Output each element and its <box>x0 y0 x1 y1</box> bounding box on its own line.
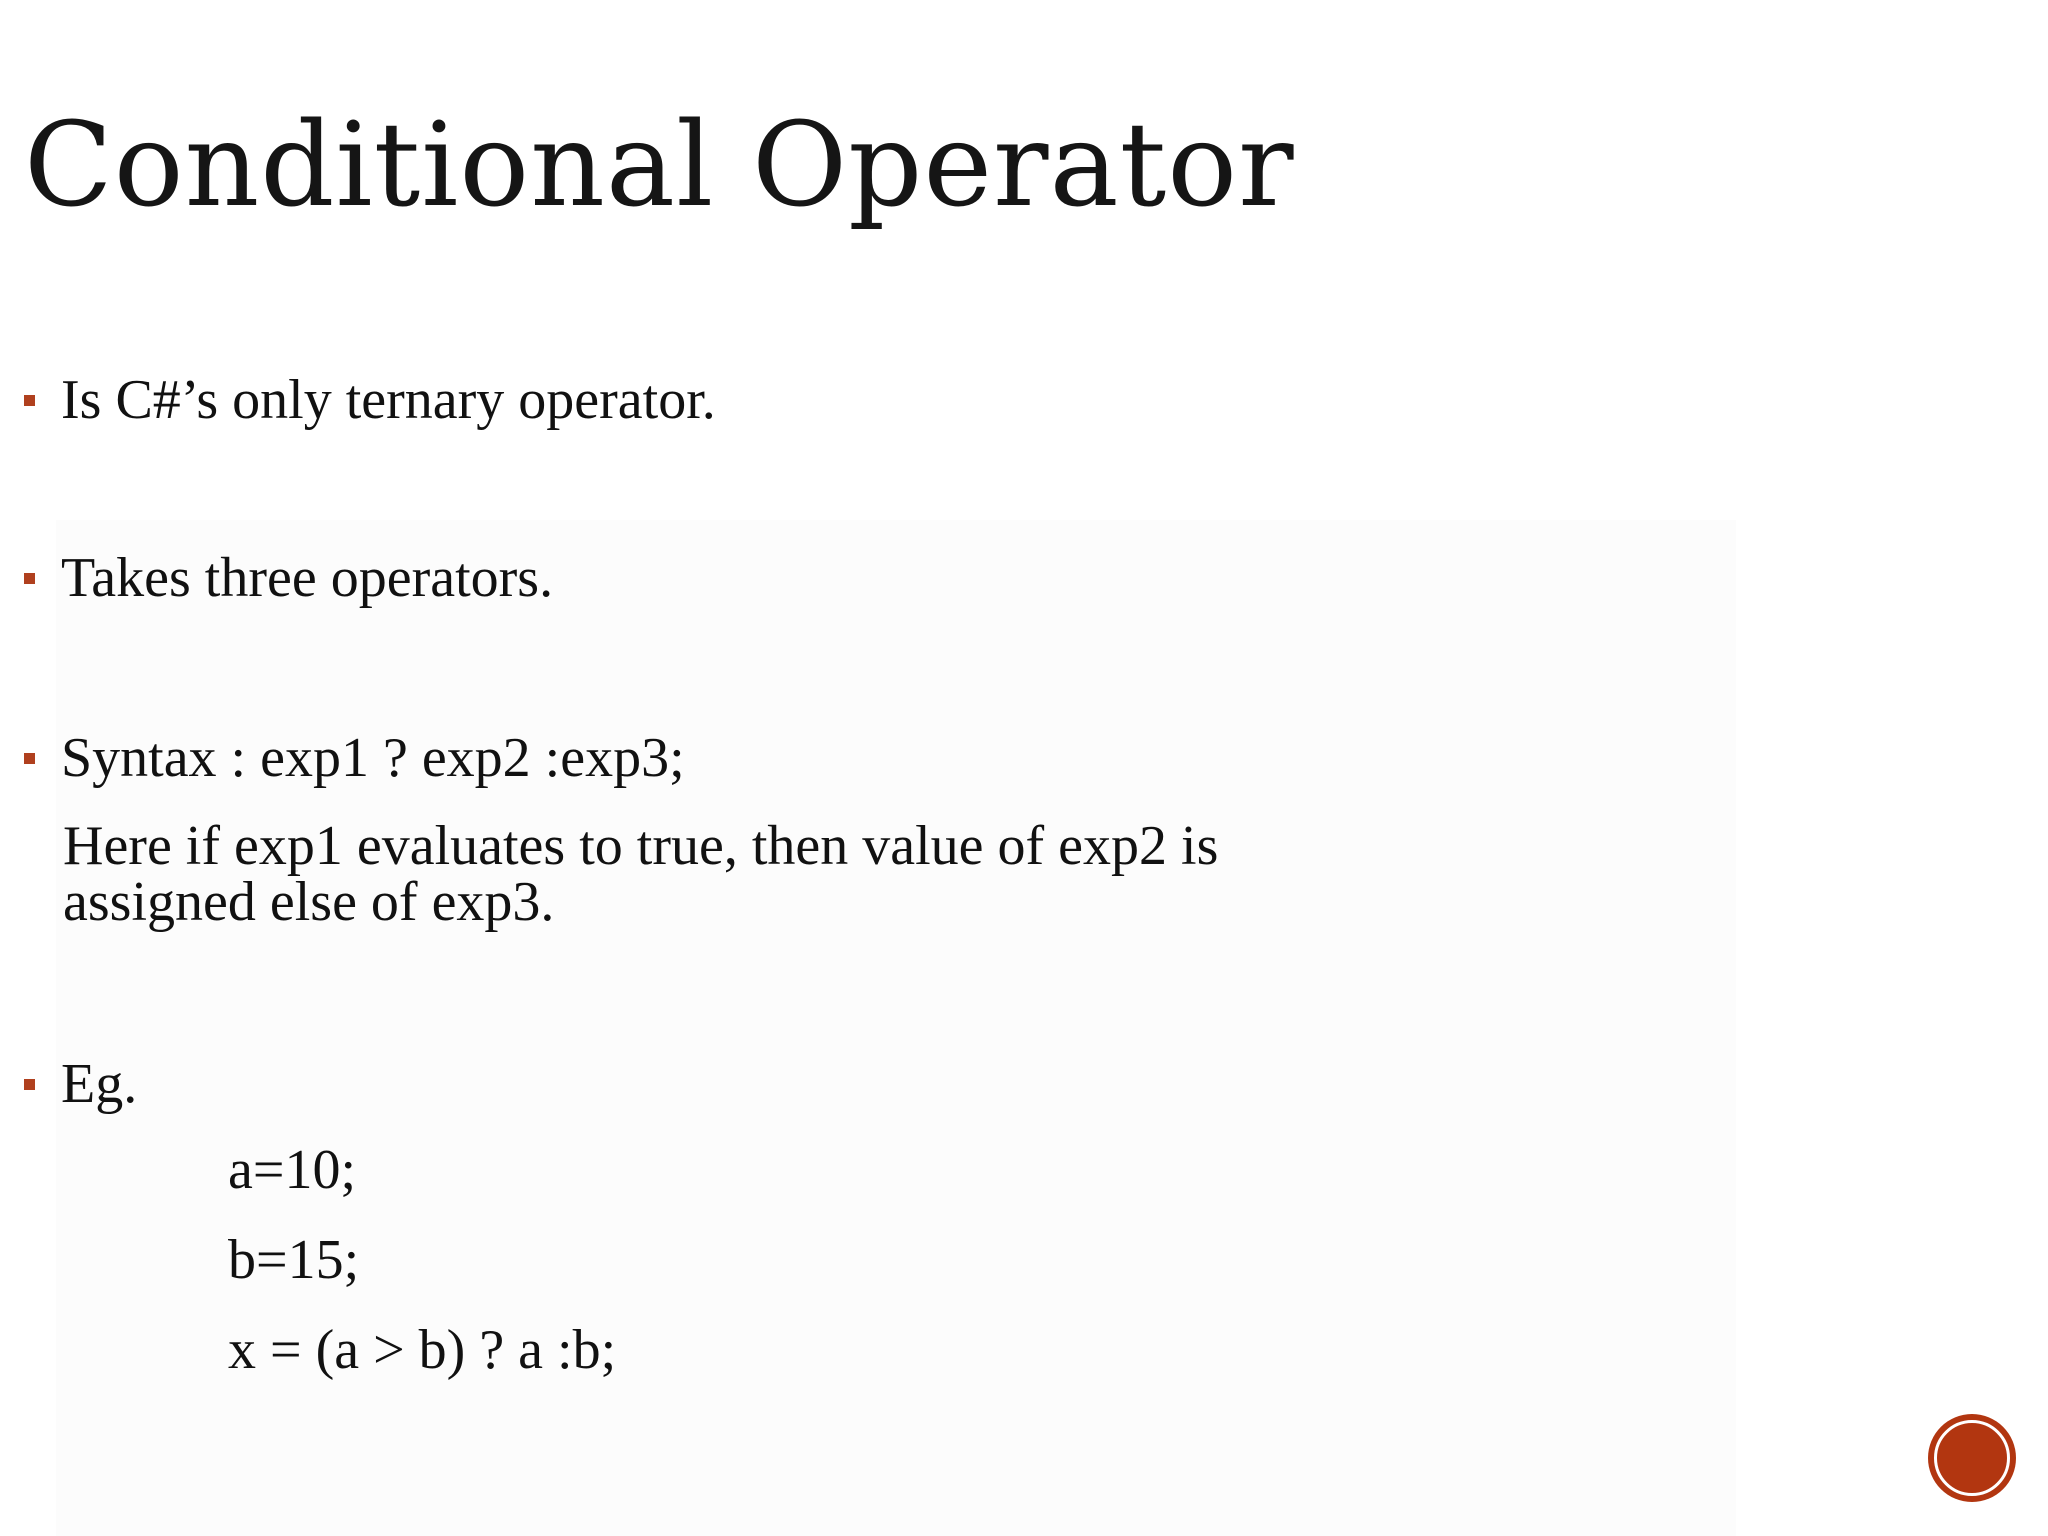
square-bullet-icon <box>24 573 35 584</box>
bullet-item-example <box>24 1053 138 1115</box>
bullet-text: Takes three operators. <box>61 547 554 609</box>
syntax-explanation-line-2: assigned else of exp3. <box>63 871 555 933</box>
bullet-item-three-operators <box>24 547 554 609</box>
example-code-line-1: a=10; <box>228 1139 356 1201</box>
square-bullet-icon <box>24 395 35 406</box>
bullet-text: Syntax : exp1 ? exp2 :exp3; <box>61 727 685 789</box>
corner-circle-icon <box>1928 1414 2016 1502</box>
corner-circle-ring <box>1934 1420 2010 1496</box>
square-bullet-icon <box>24 753 35 764</box>
bullet-item-ternary <box>24 369 716 431</box>
syntax-explanation-line-1: Here if exp1 evaluates to true, then value of exp2 is <box>63 815 1219 877</box>
content-panel <box>56 520 1736 1536</box>
bullet-text: Is C#’s only ternary operator. <box>61 369 716 431</box>
example-code-line-3: x = (a > b) ? a :b; <box>228 1319 617 1381</box>
bullet-item-syntax <box>24 727 685 789</box>
slide-title: Conditional Operator <box>24 98 1295 233</box>
square-bullet-icon <box>24 1079 35 1090</box>
example-code-line-2: b=15; <box>228 1229 360 1291</box>
bullet-text: Eg. <box>61 1053 138 1115</box>
